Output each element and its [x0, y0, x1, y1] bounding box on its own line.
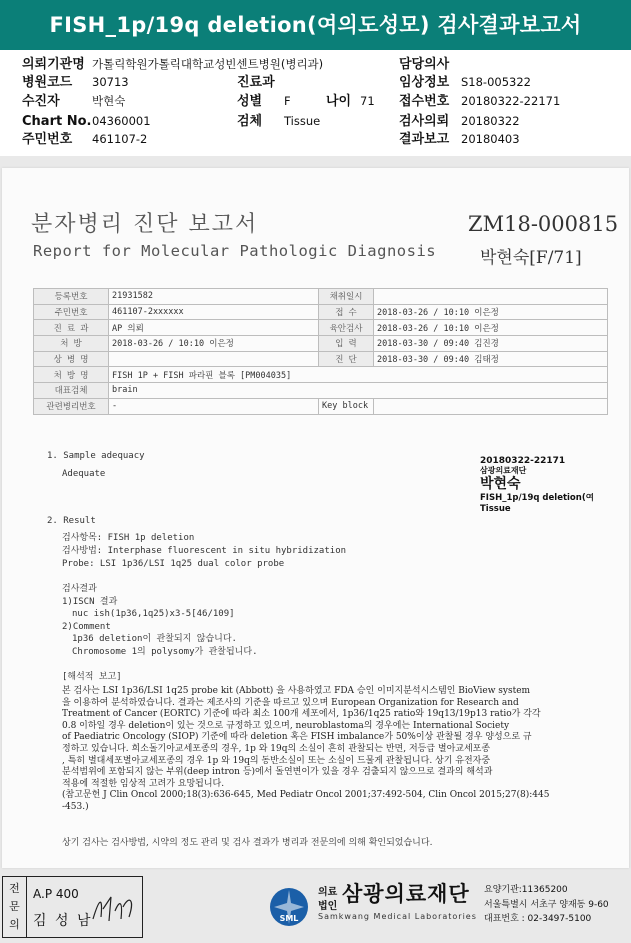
- interp-line: 0.8 이하일 경우 deletion이 있는 것으로 규정하고 있으며, neuroblastoma의 경우에는 International Society: [62, 720, 510, 731]
- org-code: 요양기관:11365200: [484, 885, 568, 895]
- specialist-line-2: 김 성 남: [33, 913, 93, 929]
- result-heading: 2. Result: [47, 516, 96, 526]
- requested-label: 검사의뢰: [399, 114, 450, 129]
- sticker-test: FISH_1p/19q deletion(여: [480, 493, 594, 503]
- rrn-table-label: 주민번호: [34, 304, 109, 320]
- interp-line: 분석범위에 포함되지 않는 부위(deep intron 등)에서 돌연변이가 있을 경우 검출되지 않으므로 결과의 해석과: [62, 767, 493, 778]
- report-title: FISH_1p/19q deletion(여의도성모) 검사결과보고서: [0, 0, 631, 50]
- specialist-names: [27, 876, 143, 938]
- result-label: 검사결과: [62, 584, 97, 594]
- dx-label: 진 단: [319, 351, 374, 367]
- sticker-org: 삼광의료재단: [480, 466, 527, 475]
- reg-no-value: 21931582: [109, 289, 319, 305]
- interp-line: 정하고 있습니다. 희소돌기아교세포종의 경우, 1p 와 19q의 소실이 흔히 관찰되는 반면, 저등급 별아교세포종: [62, 743, 491, 754]
- keyblock-label: Key block: [319, 398, 374, 414]
- org-name: 삼광의료재단: [342, 882, 470, 906]
- collect-label: 채취일시: [319, 289, 374, 305]
- hospital-value: 가톨릭학원가톨릭대학교성빈센트병원(병리과): [92, 57, 324, 71]
- result-item: 검사항목: FISH 1p deletion: [62, 533, 195, 543]
- rep-specimen-label: 대표검체: [34, 383, 109, 399]
- reported-label: 결과보고: [399, 132, 450, 147]
- code-label: 병원코드: [22, 75, 73, 90]
- rrn-value: 461107-2: [92, 132, 148, 146]
- order-name-label: 처 방 명: [34, 367, 109, 383]
- logo-text: SML: [279, 914, 299, 923]
- org-address: 서울특별시 서초구 양재동 9-60: [484, 900, 609, 910]
- dx-value: 2018-03-30 / 09:40 김태정: [374, 351, 608, 367]
- patient-label: 수진자: [22, 94, 60, 109]
- order-name-value: FISH 1P + FISH 파라핀 블록 [PM004035]: [109, 367, 608, 383]
- report-info-table: [33, 288, 608, 415]
- input-label: 입 력: [319, 336, 374, 352]
- sticker-specimen: Tissue: [480, 504, 511, 514]
- report-title-ko: 분자병리 진단 보고서: [31, 212, 259, 237]
- accept-value: 2018-03-26 / 10:10 이은정: [374, 304, 608, 320]
- dept-table-label: 진 료 과: [34, 320, 109, 336]
- org-prefix-1: 의료: [318, 887, 338, 898]
- accept-label: 접 수: [319, 304, 374, 320]
- sex-label: 성별: [237, 94, 263, 109]
- doctor-label: 담당의사: [399, 57, 450, 72]
- sticker-receipt: 20180322-22171: [480, 456, 566, 466]
- report-patient-name: 박현숙[F/71]: [480, 248, 582, 268]
- closing-statement: 상기 검사는 검사방법, 시약의 정도 관리 및 검사 결과가 병리과 전문의에 의해 확인되었습니다.: [62, 838, 433, 848]
- org-phone: 대표번호 : 02-3497-5100: [484, 914, 592, 924]
- interp-line: Treatment of Cancer (EORTC) 기준에 따라 최소 100개 세포에서, 1p36/1q25 ratio와 19q13/19p13 ratio가 각각: [62, 709, 541, 720]
- interp-line: 을 이용하여 분석하였습니다. 결과는 제조사의 기준을 따르고 있으며 European Organization for Research and: [62, 697, 519, 708]
- report-number: ZM18-000815: [468, 212, 619, 236]
- collect-value: [374, 289, 608, 305]
- report-title-en: Report for Molecular Pathologic Diagnosis: [33, 242, 437, 260]
- ward-value: [109, 351, 319, 367]
- chart-value: 04360001: [92, 114, 151, 128]
- requested-value: 20180322: [461, 114, 520, 128]
- specialist-label: 전문의: [9, 882, 20, 931]
- clinical-label: 임상정보: [399, 75, 450, 90]
- rrn-table-value: 461107-2xxxxxx: [109, 304, 319, 320]
- comment-line-1: 1p36 deletion이 관찰되지 않습니다.: [72, 634, 237, 644]
- specimen-label: 검체: [237, 114, 263, 129]
- sample-adequacy-value: Adequate: [62, 469, 106, 479]
- patient-value: 박현숙: [92, 94, 126, 108]
- signature-icon: [89, 889, 139, 929]
- reported-value: 20180403: [461, 132, 520, 146]
- comment-line-2: Chromosome 1의 polysomy가 관찰됩니다.: [72, 647, 258, 657]
- chart-label: Chart No.: [22, 114, 92, 129]
- sample-adequacy-heading: 1. Sample adequacy: [47, 451, 145, 461]
- dept-label: 진료과: [237, 75, 275, 90]
- receipt-value: 20180322-22171: [461, 94, 561, 108]
- keyblock-value: [374, 398, 608, 414]
- sticker-name: 박현숙: [480, 476, 521, 492]
- interpretation-text: [62, 686, 622, 814]
- sml-logo-icon: [268, 886, 310, 928]
- specialist-box: [2, 876, 27, 938]
- specialist-line-1: A.P 400: [33, 887, 79, 901]
- hospital-label: 의뢰기관명: [22, 57, 85, 72]
- exam-value: 2018-03-26 / 10:10 이은정: [374, 320, 608, 336]
- interp-line: 적용에 적절한 임상적 고려가 요망됩니다.: [62, 778, 225, 789]
- receipt-label: 접수번호: [399, 94, 450, 109]
- result-probe: Probe: LSI 1p36/LSI 1q25 dual color probe: [62, 559, 285, 569]
- related-label: 관련병리번호: [34, 398, 109, 414]
- specimen-sticker: [480, 456, 630, 514]
- order-label: 처 방: [34, 336, 109, 352]
- age-label: 나이: [326, 94, 352, 109]
- clinical-value: S18-005322: [461, 75, 531, 89]
- org-prefix-2: 법인: [318, 901, 338, 912]
- sex-value: F: [284, 94, 291, 108]
- comment-label: 2)Comment: [62, 622, 111, 632]
- interp-line: , 특히 별대세포별아교세포종의 경우 1p 와 19q의 동반소실이 또는 소실이 드물게 관찰됩니다. 상기 유전자중: [62, 755, 491, 766]
- specimen-value: Tissue: [284, 114, 321, 128]
- dept-table-value: AP 의뢰: [109, 320, 319, 336]
- input-value: 2018-03-30 / 09:40 김진경: [374, 336, 608, 352]
- interp-line: of Paediatric Oncology (SIOP) 기준에 따라 deletion 혹은 FISH imbalance가 50%이상 관찰될 경우 양성으로 규: [62, 732, 532, 743]
- code-value: 30713: [92, 75, 129, 89]
- interp-line: (참고문헌 J Clin Oncol 2000;18(3):636-645, Med Pediatr Oncol 2001;37:492-504, Clin Oncol 2015;27(8):445: [62, 790, 550, 801]
- ward-label: 상 병 명: [34, 351, 109, 367]
- interp-line: 본 검사는 LSI 1p36/LSI 1q25 probe kit (Abbott) 을 사용하였고 FDA 승인 이미지분석시스템인 BioView system: [62, 686, 531, 696]
- reg-no-label: 등록번호: [34, 289, 109, 305]
- order-value: 2018-03-26 / 10:10 이은정: [109, 336, 319, 352]
- interpretation-label: [해석적 보고]: [62, 672, 122, 682]
- iscn-value: nuc ish(1p36,1q25)x3-5[46/109]: [72, 609, 235, 619]
- result-method: 검사방법: Interphase fluorescent in situ hybridization: [62, 546, 347, 556]
- related-value: -: [109, 398, 319, 414]
- rep-specimen-value: brain: [109, 383, 608, 399]
- rrn-label: 주민번호: [22, 132, 73, 147]
- iscn-label: 1)ISCN 결과: [62, 597, 118, 607]
- org-name-en: Samkwang Medical Laboratories: [318, 912, 477, 921]
- age-value: 71: [360, 94, 375, 108]
- exam-label: 육안검사: [319, 320, 374, 336]
- interp-line: -453.): [62, 801, 89, 812]
